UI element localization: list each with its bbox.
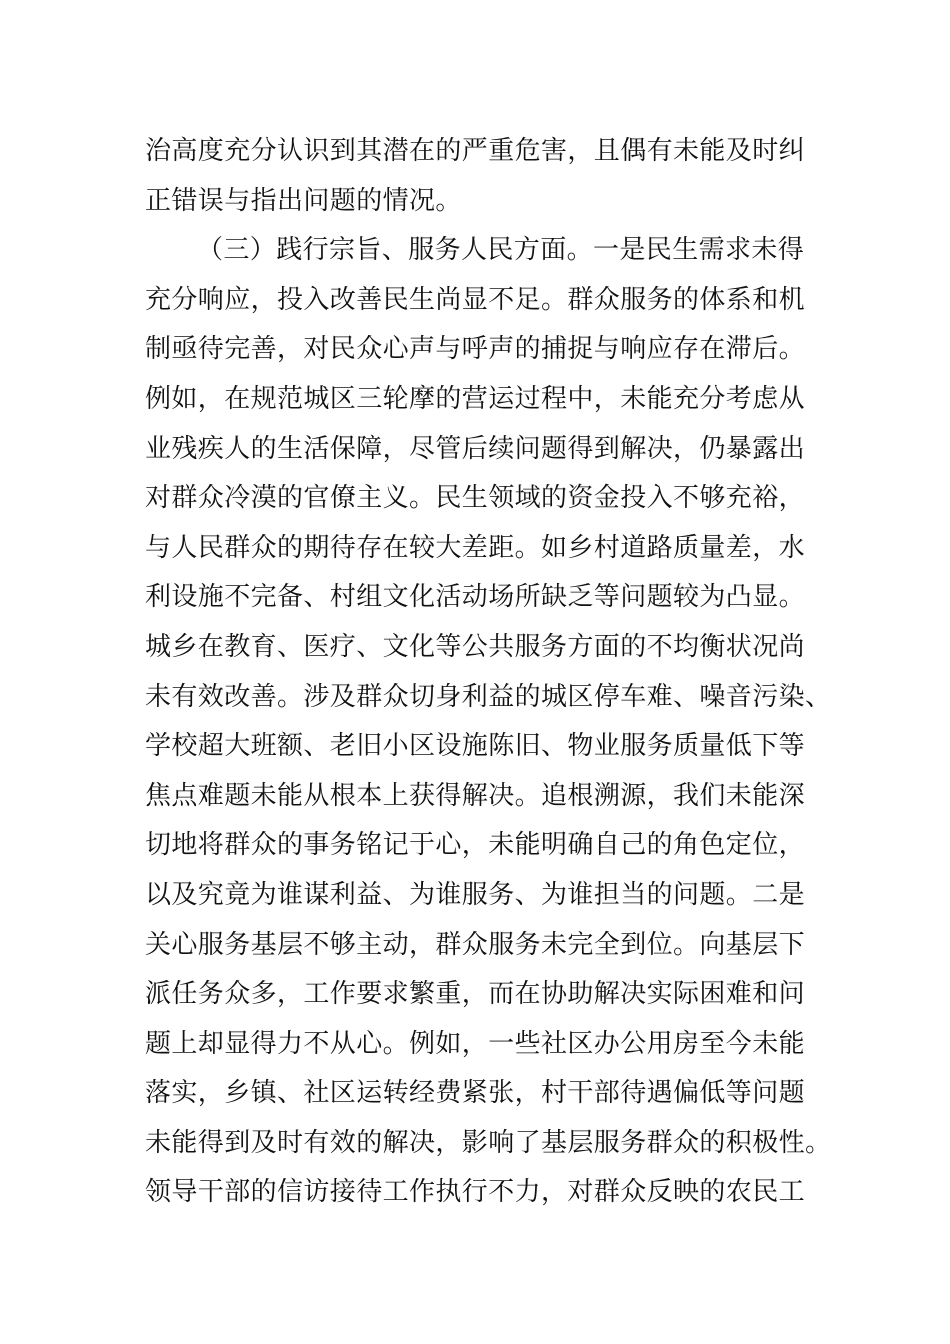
text-line: 对群众冷漠的官僚主义。民生领域的资金投入不够充裕， <box>145 483 806 514</box>
text-line: 以及究竟为谁谋利益、为谁服务、为谁担当的问题。二是 <box>145 879 806 910</box>
section-heading-line: （三）践行宗旨、服务人民方面。一是民生需求未得 <box>197 235 805 266</box>
text-line: 落实，乡镇、社区运转经费紧张，村干部待遇偏低等问题 <box>145 1078 806 1109</box>
text-line: 业残疾人的生活保障，尽管后续问题得到解决，仍暴露出 <box>145 433 806 464</box>
text-line: 派任务众多，工作要求繁重，而在协助解决实际困难和问 <box>145 979 806 1010</box>
text-line: 与人民群众的期待存在较大差距。如乡村道路质量差，水 <box>145 532 806 563</box>
body-text <box>145 127 832 1218</box>
text-line: 治高度充分认识到其潜在的严重危害，且偶有未能及时纠 <box>145 136 806 166</box>
text-line: 领导干部的信访接待工作执行不力，对群众反映的农民工 <box>145 1177 806 1208</box>
text-line: 关心服务基层不够主动，群众服务未完全到位。向基层下 <box>145 929 806 960</box>
text-line: 充分响应，投入改善民生尚显不足。群众服务的体系和机 <box>145 284 806 315</box>
text-line: 切地将群众的事务铭记于心，未能明确自己的角色定位， <box>145 830 806 861</box>
text-line: 未能得到及时有效的解决，影响了基层服务群众的积极性。 <box>145 1127 832 1158</box>
text-line: 例如，在规范城区三轮摩的营运过程中，未能充分考虑从 <box>145 383 806 414</box>
text-line: 城乡在教育、医疗、文化等公共服务方面的不均衡状况尚 <box>145 631 806 662</box>
text-line: 正错误与指出问题的情况。 <box>145 185 462 216</box>
text-line: 利设施不完备、村组文化活动场所缺乏等问题较为凸显。 <box>145 582 806 613</box>
text-line: 题上却显得力不从心。例如，一些社区办公用房至今未能 <box>145 1028 806 1059</box>
text-line: 未有效改善。涉及群众切身利益的城区停车难、噪音污染、 <box>145 681 832 712</box>
text-line: 学校超大班额、老旧小区设施陈旧、物业服务质量低下等 <box>145 731 806 762</box>
text-line: 制亟待完善，对民众心声与呼声的捕捉与响应存在滞后。 <box>145 334 806 365</box>
text-line: 焦点难题未能从根本上获得解决。追根溯源，我们未能深 <box>145 780 806 811</box>
